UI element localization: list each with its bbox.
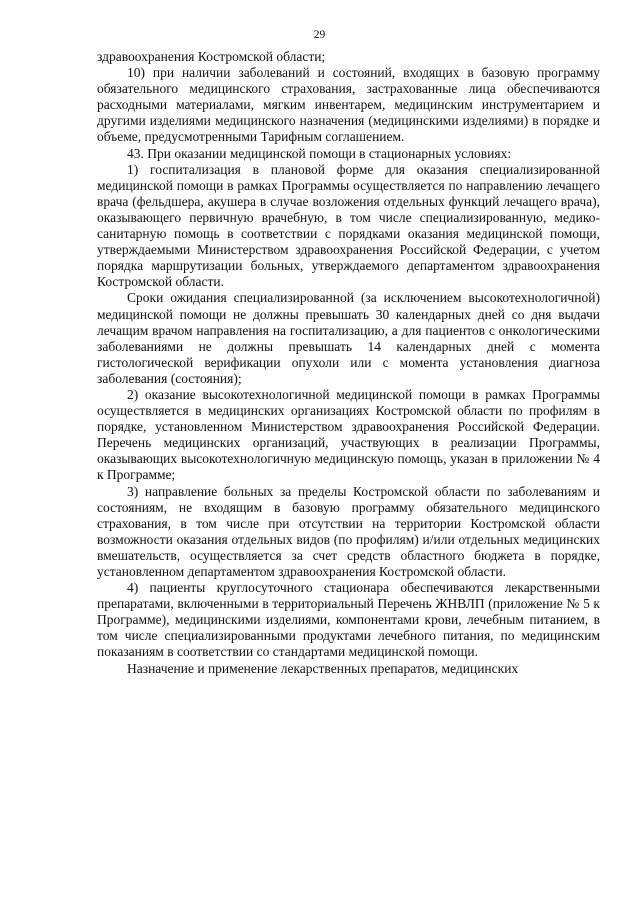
paragraph-item-4-inpatient-supply: 4) пациенты круглосуточного стационара обеспечиваются лекарственными препаратами, включенными в территориальный Перечень ЖНВЛП (приложение № 5 к Программе), медицинскими изделиями, компонентами крови, лечебным питанием, в том числе специализированными продуктами лечебного питания, по медицинским показаниям в соответствии со стандартами медицинской помощи.	[97, 580, 600, 660]
paragraph-prescription-start: Назначение и применение лекарственных препаратов, медицинских	[127, 660, 519, 676]
paragraph-continuation: здравоохранения Костромской области;	[97, 49, 326, 64]
paragraph-item-10: 10) при наличии заболеваний и состояний, входящих в базовую программу обязательного медицинского страхования, застрахованные лица обеспечиваются расходными материалами, мягким инвентарем, медицинским инструментарием и другими изделиями медицинского назначения (медицинскими изделиями) в порядке и объеме, предусмотренными Тарифным соглашением.	[97, 65, 600, 145]
paragraph-item-2-high-tech-care: 2) оказание высокотехнологичной медицинской помощи в рамках Программы осуществляется в медицинских организациях Костромской области по профилям в порядке, установленном Министерством здравоохранения Российской Федерации. Перечень медицинских организаций, участвующих в реализации Программы, оказывающих высокотехнологичную медицинскую помощь, указан в приложении № 4 к Программе;	[97, 386, 600, 483]
paragraph-item-3-referral: 3) направление больных за пределы Костромской области по заболеваниям и состояниям, не входящим в базовую программу обязательного медицинского страхования, в том числе при отсутствии на территории Костромской области возможности оказания отдельных видов (по профилям) и/или отдельных медицинских вмешательств, осуществляется за счет средств областного бюджета в порядке, установленном департаментом здравоохранения Костромской области.	[97, 483, 600, 579]
document-body	[97, 49, 600, 677]
page-number: 29	[313, 29, 326, 41]
paragraph-section-43: 43. При оказании медицинской помощи в стационарных условиях:	[127, 145, 512, 161]
paragraph-waiting-times: Сроки ожидания специализированной (за исключением высокотехнологичной) медицинской помощи не должны превышать 30 календарных дней со дня выдачи лечащим врачом направления на госпитализацию, а для пациентов с онкологическими заболеваниями не должны превышать 14 календарных дней с момента гистологической верификации опухоли или с момента установления диагноза заболевания (состояния);	[97, 290, 600, 386]
paragraph-item-1-hospitalization: 1) госпитализация в плановой форме для оказания специализированной медицинской помощи в рамках Программы осуществляется по направлению лечащего врача (фельдшера, акушера в случае возложения отдельных функций лечащего врача), оказывающего первичную врачебную, в том числе специализированную, медико-санитарную помощь в соответствии с порядками оказания медицинской помощи, утверждаемыми Министерством здравоохранения Российской Федерации, с учетом порядка маршрутизации больных, утверждаемого департаментом здравоохранения Костромской области.	[97, 161, 600, 290]
